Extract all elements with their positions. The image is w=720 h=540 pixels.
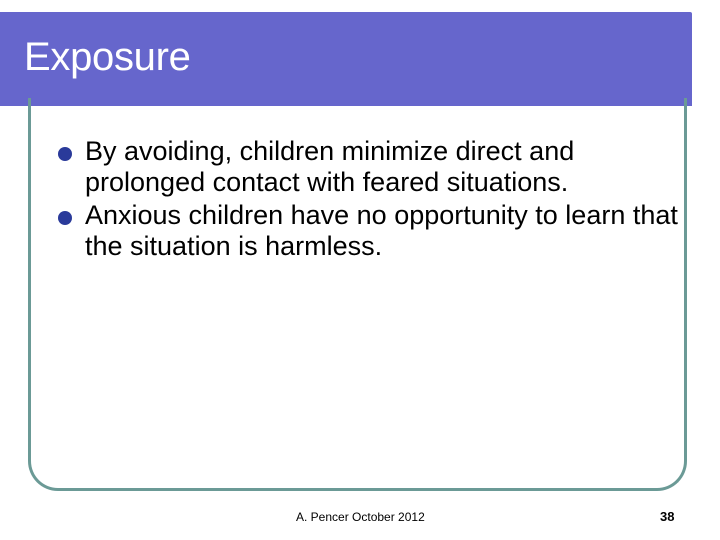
- footer-author-date: A. Pencer October 2012: [296, 510, 425, 524]
- bullet-item: [58, 200, 698, 262]
- bullet-text: By avoiding, children minimize direct and prolonged contact with feared situations.: [85, 136, 575, 197]
- slide-title: Exposure: [24, 35, 191, 79]
- bullet-dot-icon: [58, 211, 72, 225]
- page-number: 38: [660, 509, 675, 524]
- bullet-item: [58, 136, 698, 198]
- bullet-list: [58, 136, 698, 264]
- bullet-text: Anxious children have no opportunity to learn that the situation is harmless.: [85, 200, 678, 261]
- bullet-dot-icon: [58, 147, 72, 161]
